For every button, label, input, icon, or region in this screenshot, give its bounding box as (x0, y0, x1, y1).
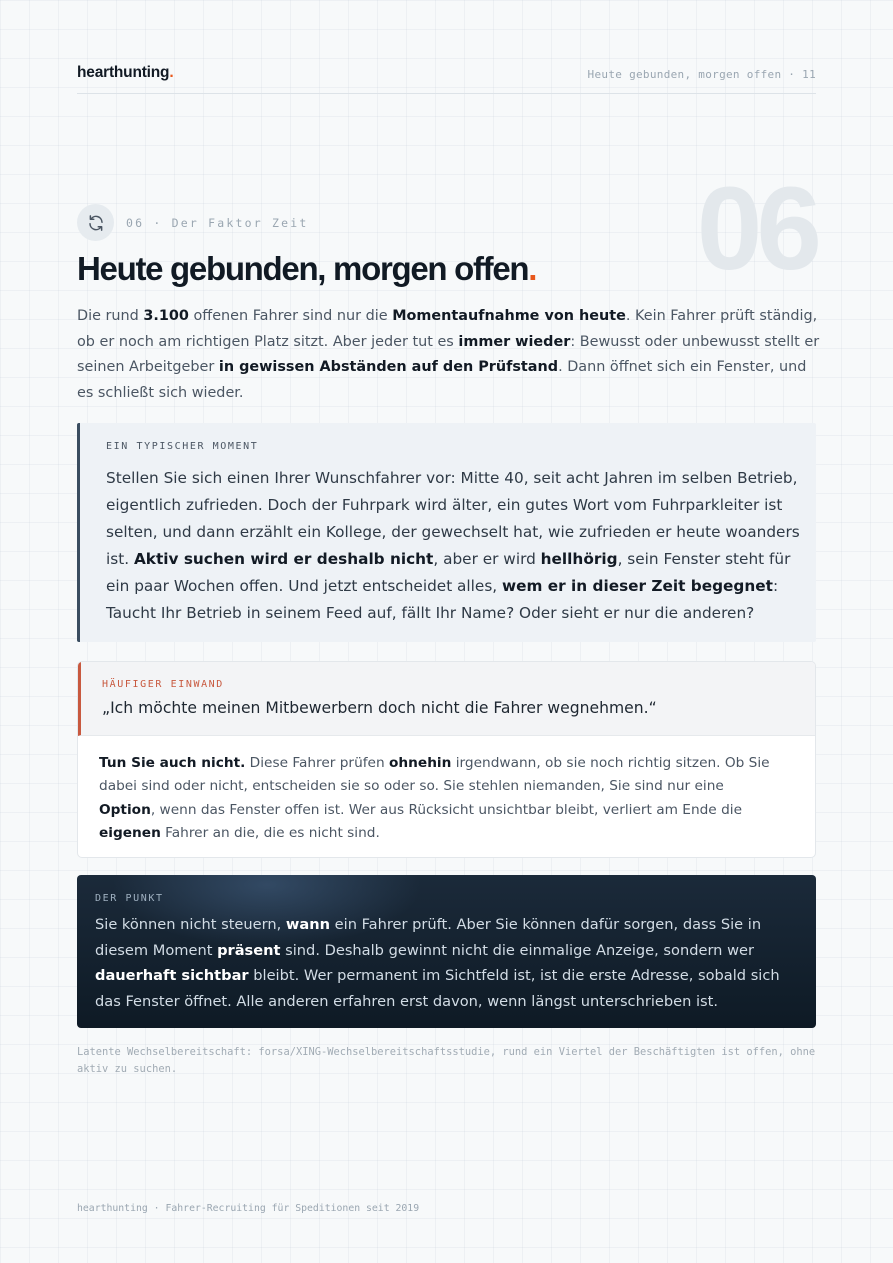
objection-label: HÄUFIGER EINWAND (102, 679, 224, 690)
title-dot: . (528, 250, 537, 287)
text-run: . Kein Fahrer prüft ständig, ob er noch am richtigen Platz sitzt. Aber jeder tut es (77, 308, 818, 350)
text-run: Stellen Sie sich einen Ihrer Wunschfahrer vor: Mitte 40, seit acht Jahren im selben Betrieb, eigentlich zufrieden. Doch der Fuhrpark wird älter, ein gutes Wort vom Fuhrparkleiter ist selten, und dann erzählt ein Kollege, der gewechselt hat, wie zufrieden er heute woanders ist. (106, 469, 800, 568)
point-label: DER PUNKT (95, 893, 164, 904)
emphasis-text: hellhörig (540, 550, 618, 568)
typical-moment-box (77, 423, 816, 642)
emphasis-text: dauerhaft sichtbar (95, 967, 249, 984)
objection-header (78, 662, 815, 736)
chapter-eyebrow (77, 204, 308, 241)
point-text (95, 912, 805, 1014)
chapter-big-number: 06 (696, 163, 816, 295)
page-header (77, 64, 816, 94)
emphasis-text: wem er in dieser Zeit begegnet (502, 577, 773, 595)
text-run: irgendwann, ob sie noch richtig sitzen. Ob Sie dabei sind oder nicht, entscheiden sie so oder so. Sie stehlen niemanden, Sie sind nur eine (99, 755, 770, 795)
page-footer: hearthunting · Fahrer-Recruiting für Speditionen seit 2019 (77, 1203, 420, 1214)
text-run: , aber er wird (433, 550, 541, 568)
refresh-icon (77, 204, 114, 241)
emphasis-text: präsent (217, 941, 281, 959)
source-note: Latente Wechselbereitschaft: forsa/XING-Wechselbereitschaftsstudie, rund ein Viertel der Beschäftigten ist offen, ohne aktiv zu suchen. (77, 1046, 816, 1075)
emphasis-text: eigenen (99, 824, 161, 841)
brand-dot: . (169, 64, 174, 81)
key-point-box (77, 875, 816, 1028)
text-run: Diese Fahrer prüfen (245, 755, 390, 771)
brand-name: hearthunting (77, 64, 170, 81)
page-title (77, 250, 536, 288)
objection-answer (78, 736, 798, 845)
text-run: Fahrer an die, die es nicht sind. (160, 824, 380, 841)
title-text: Heute gebunden, morgen offen (77, 250, 529, 287)
text-run: , wenn das Fenster offen ist. Wer aus Rücksicht unsichtbar bleibt, verliert am Ende die (150, 801, 742, 818)
text-run: ein Fahrer prüft. Aber Sie können dafür sorgen, dass Sie in diesem Moment (95, 916, 762, 959)
emphasis-text: ohnehin (389, 755, 452, 771)
intro-paragraph (77, 304, 822, 406)
emphasis-text: Option (99, 801, 151, 818)
emphasis-text: Momentaufnahme von heute (392, 308, 626, 324)
moment-text (106, 465, 806, 627)
emphasis-text: 3.100 (143, 308, 189, 324)
text-run: : Taucht Ihr Betrieb in seinem Feed auf, fällt Ihr Name? Oder sieht er nur die anderen? (106, 577, 779, 622)
text-run: : Bewusst oder unbewusst stellt er seinen Arbeitgeber (77, 333, 820, 375)
text-run: offenen Fahrer sind nur die (188, 308, 393, 324)
emphasis-text: wann (285, 916, 331, 933)
text-run: sind. Deshalb gewinnt nicht die einmalige Anzeige, sondern wer (280, 941, 754, 959)
emphasis-text: Tun Sie auch nicht. (99, 755, 246, 771)
text-run: bleibt. Wer permanent im Sichtfeld ist, ist die erste Adresse, sobald sich das Fenster öffnet. Alle anderen erfahren erst davon, wenn längst unterschrieben ist. (95, 967, 780, 1010)
brand-logo (77, 64, 173, 82)
emphasis-text: immer wieder (458, 333, 571, 350)
moment-label: EIN TYPISCHER MOMENT (106, 441, 259, 452)
emphasis-text: in gewissen Abständen auf den Prüfstand (218, 359, 559, 375)
text-run: . Dann öffnet sich ein Fenster, und es schließt sich wieder. (77, 359, 807, 401)
chapter-label: 06 · Der Faktor Zeit (126, 215, 309, 230)
text-run: Die rund (77, 308, 144, 324)
running-header: Heute gebunden, morgen offen · 11 (587, 68, 816, 81)
objection-card (77, 661, 816, 858)
emphasis-text: Aktiv suchen wird er deshalb nicht (133, 550, 434, 568)
text-run: , sein Fenster steht für ein paar Wochen offen. Und jetzt entscheidet alles, (106, 550, 791, 595)
text-run: Sie können nicht steuern, (95, 916, 286, 933)
objection-quote: „Ich möchte meinen Mitbewerbern doch nicht die Fahrer wegnehmen.“ (102, 699, 657, 717)
